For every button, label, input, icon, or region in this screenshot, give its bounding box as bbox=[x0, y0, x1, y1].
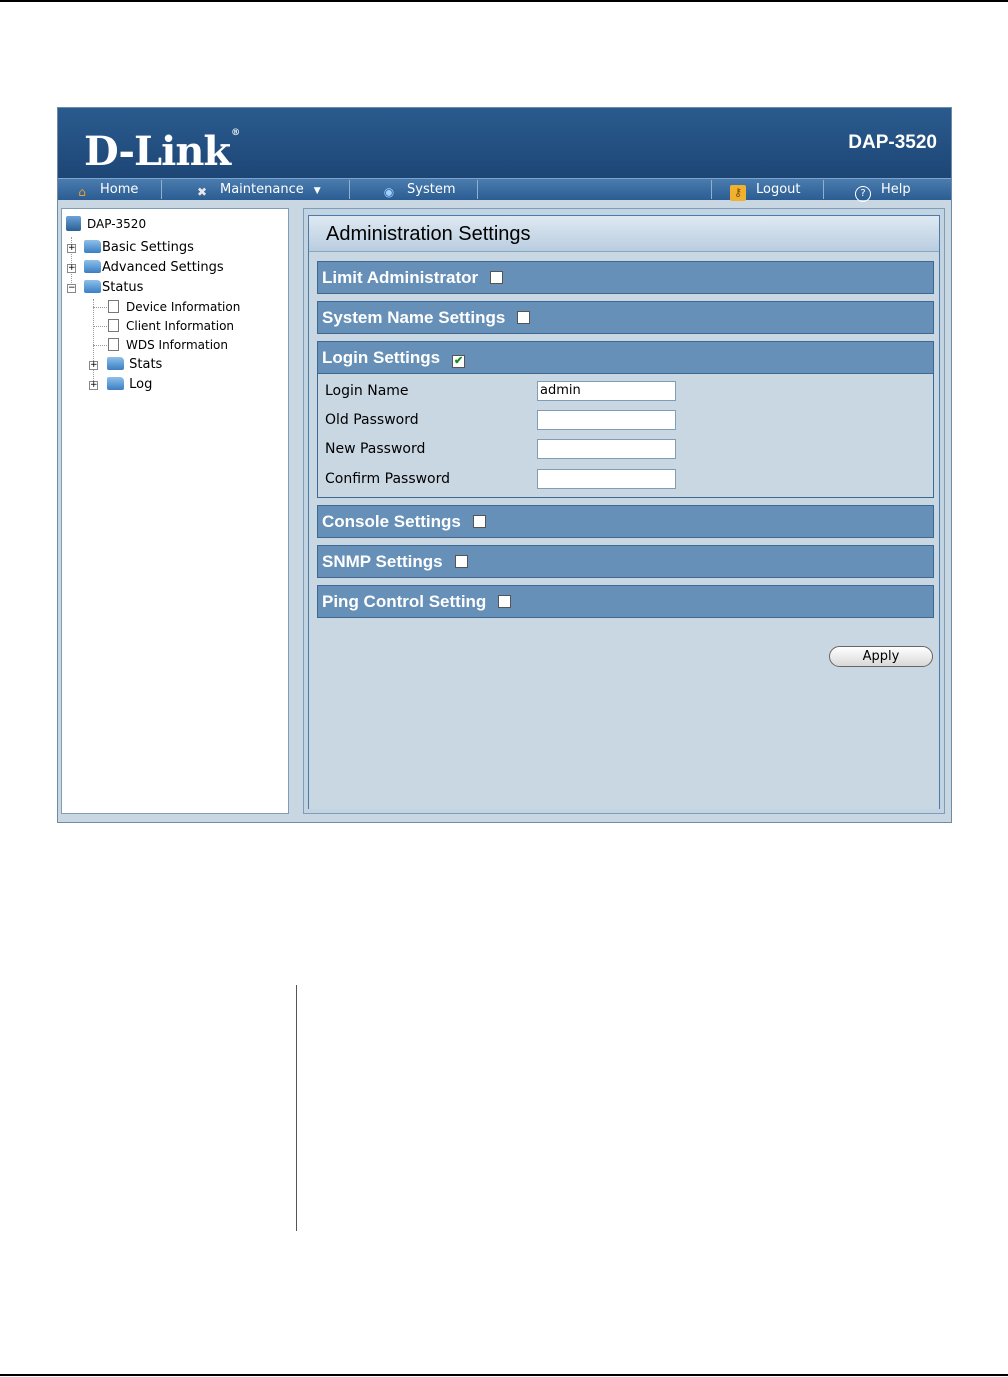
old-password-label: Old Password bbox=[325, 412, 419, 428]
ping-control-checkbox[interactable] bbox=[498, 595, 511, 608]
confirm-password-input[interactable] bbox=[537, 469, 676, 489]
folder-icon bbox=[107, 357, 124, 370]
menu-logout[interactable]: ⚷ Logout bbox=[730, 179, 801, 200]
document-icon bbox=[108, 300, 119, 313]
document-icon bbox=[108, 319, 119, 332]
tree-line bbox=[93, 307, 107, 308]
tree-item-status[interactable]: Status bbox=[84, 280, 143, 295]
login-settings-checkbox[interactable]: ✔ bbox=[453, 355, 464, 367]
system-name-checkbox[interactable] bbox=[517, 311, 530, 324]
menu-separator bbox=[161, 180, 162, 199]
login-name-input[interactable]: admin bbox=[537, 381, 676, 401]
folder-open-icon bbox=[84, 280, 101, 293]
tree-item-wds-information[interactable]: WDS Information bbox=[108, 338, 228, 352]
folder-icon bbox=[84, 240, 101, 253]
expand-icon[interactable]: + bbox=[90, 380, 98, 390]
snmp-settings-checkbox[interactable] bbox=[455, 555, 468, 568]
tools-icon: ✖ bbox=[196, 185, 208, 199]
menu-help[interactable]: ? Help bbox=[855, 179, 911, 200]
menu-home[interactable]: ⌂ Home bbox=[74, 179, 138, 200]
dlink-logo: D-Link® bbox=[84, 128, 240, 175]
tree-line bbox=[93, 326, 107, 327]
expand-icon[interactable]: + bbox=[68, 263, 76, 273]
tree-item-device-information[interactable]: Device Information bbox=[108, 300, 240, 314]
limit-administrator-checkbox[interactable] bbox=[490, 271, 503, 284]
tree-item-log[interactable]: Log bbox=[107, 377, 152, 392]
help-icon: ? bbox=[855, 186, 871, 202]
content-panel bbox=[303, 208, 945, 814]
tree-item-client-information[interactable]: Client Information bbox=[108, 319, 234, 333]
menu-system[interactable]: ◉ System bbox=[381, 179, 455, 200]
new-password-input[interactable] bbox=[537, 439, 676, 459]
tree-item-advanced-settings[interactable]: Advanced Settings bbox=[84, 260, 224, 275]
page-title: Administration Settings bbox=[309, 216, 939, 252]
header-bar bbox=[58, 108, 951, 178]
section-console-settings[interactable]: Console Settings bbox=[317, 505, 934, 538]
apply-button[interactable]: Apply bbox=[829, 646, 933, 667]
confirm-password-label: Confirm Password bbox=[325, 471, 451, 487]
content-area bbox=[308, 215, 940, 809]
section-snmp-settings[interactable]: SNMP Settings bbox=[317, 545, 934, 578]
login-name-label: Login Name bbox=[325, 383, 409, 399]
folder-icon bbox=[107, 377, 124, 390]
model-name: DAP-3520 bbox=[848, 132, 937, 153]
navigation-tree bbox=[61, 208, 289, 814]
collapse-icon[interactable]: − bbox=[68, 283, 76, 293]
app-window bbox=[57, 107, 952, 823]
tree-item-stats[interactable]: Stats bbox=[107, 357, 162, 372]
section-system-name-settings[interactable]: System Name Settings bbox=[317, 301, 934, 334]
section-ping-control-setting[interactable]: Ping Control Setting bbox=[317, 585, 934, 618]
section-login-settings[interactable]: Login Settings ✔ bbox=[317, 341, 934, 374]
system-icon: ◉ bbox=[383, 185, 395, 199]
menu-separator bbox=[349, 180, 350, 199]
bottom-rule bbox=[0, 1374, 1008, 1376]
key-icon: ⚷ bbox=[730, 185, 746, 201]
tree-root[interactable]: DAP-3520 bbox=[66, 216, 146, 231]
tree-item-basic-settings[interactable]: Basic Settings bbox=[84, 240, 194, 255]
menu-separator bbox=[477, 180, 478, 199]
menu-maintenance[interactable]: ✖ Maintenance ▼ bbox=[194, 179, 321, 200]
menu-bar bbox=[58, 178, 951, 200]
document-icon bbox=[108, 338, 119, 351]
top-rule bbox=[0, 0, 1008, 2]
computer-icon bbox=[66, 216, 81, 231]
new-password-label: New Password bbox=[325, 441, 426, 457]
menu-separator bbox=[711, 180, 712, 199]
expand-icon[interactable]: + bbox=[90, 360, 98, 370]
folder-icon bbox=[84, 260, 101, 273]
login-settings-body bbox=[317, 374, 934, 498]
tree-line bbox=[93, 299, 94, 387]
section-limit-administrator[interactable]: Limit Administrator bbox=[317, 261, 934, 294]
old-password-input[interactable] bbox=[537, 410, 676, 430]
home-icon: ⌂ bbox=[78, 185, 86, 199]
console-settings-checkbox[interactable] bbox=[473, 515, 486, 528]
tree-line bbox=[93, 345, 107, 346]
chevron-down-icon: ▼ bbox=[313, 186, 321, 196]
margin-divider bbox=[296, 985, 297, 1231]
expand-icon[interactable]: + bbox=[68, 243, 76, 253]
menu-separator bbox=[823, 180, 824, 199]
